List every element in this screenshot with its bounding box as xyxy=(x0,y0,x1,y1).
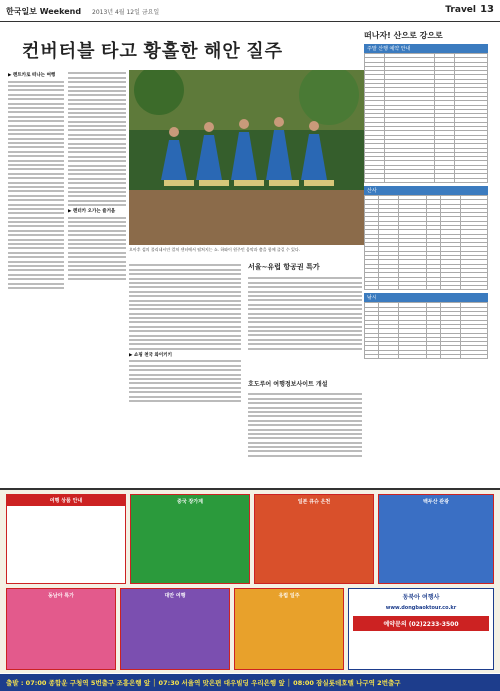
ad-title: 일본 큐슈 온천 xyxy=(297,499,331,505)
article-title: 컨버터블 타고 황홀한 해안 질주 xyxy=(22,41,284,61)
sub-article-title: 서울~유럽 항공권 특가 xyxy=(248,263,320,271)
hiking-table xyxy=(364,53,488,183)
fishing-table xyxy=(364,302,488,359)
sub-article xyxy=(248,262,362,480)
ad-zhangjiajie[interactable] xyxy=(130,494,250,584)
issue-date: 2013년 4월 12일 금요일 xyxy=(92,9,160,16)
page-header xyxy=(0,0,500,22)
ad-title: 동남아 특가 xyxy=(48,593,74,599)
photo-caption: 오아후 섬의 폴리네시안 컬처 센터에서 펼쳐지는 쇼. 하와이 원주민 음악과 춤을 함께 즐길 수 있다. xyxy=(129,247,301,252)
subhead: ▶ 렌터카 오가는 즐거움 xyxy=(68,209,116,215)
paper-name: 한국일보 Weekend xyxy=(6,7,82,16)
subhead: ▶ 쇼핑 천국 와이키키 xyxy=(129,352,172,358)
leisure-sidebar xyxy=(364,30,494,470)
text-column-3 xyxy=(129,262,241,480)
ad-agency[interactable] xyxy=(348,588,494,670)
sub-article-title-2: 호도루어 여행정보사이트 개설 xyxy=(248,381,328,388)
ad-kyushu[interactable] xyxy=(254,494,374,584)
temple-table xyxy=(364,195,488,291)
text-column-2 xyxy=(68,70,126,480)
ad-europe[interactable] xyxy=(234,588,344,670)
hula-dance-photo xyxy=(129,70,364,245)
ad-taiwan[interactable] xyxy=(120,588,230,670)
advertisement-area xyxy=(0,488,500,673)
sidebar-section-1: 주말 산행 예약 안내 xyxy=(364,44,488,53)
ad-title: 대만 여행 xyxy=(164,593,186,599)
ad-southeast-asia[interactable] xyxy=(6,588,116,670)
ad-title: 여행 상품 안내 xyxy=(7,495,125,506)
ad-title: 백두산 관광 xyxy=(423,499,449,505)
ad-url[interactable]: www.dongbaoktour.co.kr xyxy=(385,605,457,611)
ad-agency-name: 동북아 여행사 xyxy=(402,594,440,601)
sidebar-section-2: 산사 xyxy=(364,186,488,195)
page-number: 13 xyxy=(480,4,494,15)
sidebar-section-3: 낚시 xyxy=(364,293,488,302)
ad-title: 중국 장가계 xyxy=(177,499,203,505)
ad-phone: 예약문의 (02)2233-3500 xyxy=(353,616,489,631)
ad-title: 유럽 일주 xyxy=(278,593,300,599)
section-name: Travel xyxy=(445,5,476,15)
sidebar-title: 떠나자! 산으로 강으로 xyxy=(364,31,443,40)
ad-travel[interactable] xyxy=(6,494,126,584)
ad-baekdu[interactable] xyxy=(378,494,494,584)
departure-footer: 출발 : 07:00 종합운 구청역 5번출구 조흥은행 앞 │ 07:30 서울역 맞은편 대우빌딩 우리은행 앞 │ 08:00 잠실롯데호텔 나구역 2번출구 xyxy=(0,674,500,691)
subhead: ▶ 렌트카로 떠나는 여행 xyxy=(8,73,56,78)
text-column-1 xyxy=(8,70,64,480)
